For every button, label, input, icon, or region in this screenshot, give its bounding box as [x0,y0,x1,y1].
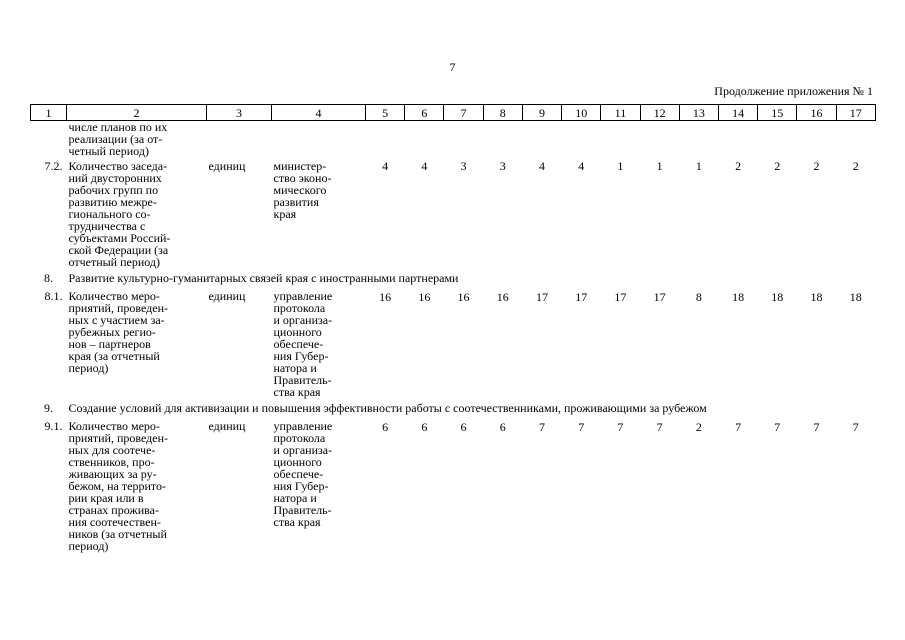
section-index: 8. [44,271,53,285]
value-cell: 17 [535,290,548,304]
unit: единиц [208,419,246,433]
row-index: 7.2. [44,159,63,173]
value-cell: 17 [575,290,588,304]
value-cell: 17 [614,290,627,304]
responsible-body: управление протокола и организа- ционного обеспече- ния Губер- натора и Правитель- ства края [273,419,333,529]
value-cell: 2 [813,159,820,173]
appendix-continuation-label: Продолжение приложения № 1 [714,84,873,98]
unit: единиц [208,159,246,173]
row-index [31,121,67,158]
page-number: 7 [449,60,456,74]
section-row [31,398,876,420]
row-index: 9.1. [44,419,63,433]
value-cell: 18 [810,290,823,304]
table-row [31,121,876,158]
value-cell: 2 [774,159,781,173]
header-cell: 6 [405,105,444,121]
value-cell: 18 [771,290,784,304]
section-title: Развитие культурно-гуманитарных связей края с иностранными партнерами [68,271,459,285]
value-cell: 7 [813,420,820,434]
header-cell: 13 [679,105,718,121]
value-cell: 7 [735,420,742,434]
value-cell: 16 [379,290,392,304]
indicator-name: Количество меро- приятий, проведен- ных для соотече- ственников, про- живающих за ру- бежом, на террито- рии края или в странах прожива- ния соотечествен- ников (за отчетный период) [68,419,168,553]
header-cell: 9 [522,105,561,121]
table-row [31,420,876,552]
header-cell: 3 [207,105,272,121]
header-cell: 14 [718,105,757,121]
header-cell: 17 [836,105,875,121]
responsible-body: министер- ство эконо- мического развития края [273,159,332,221]
value-cell: 17 [653,290,666,304]
value-cell: 3 [499,159,506,173]
header-cell: 16 [797,105,836,121]
indicator-name: Количество меро- приятий, проведен- ных с участием за- рубежных регио- нов – партнеров края (за отчетный период) [68,289,168,375]
row-index: 8.1. [44,289,63,303]
section-row [31,268,876,290]
value-cell: 6 [382,420,389,434]
value-cell: 1 [695,159,702,173]
value-cell: 7 [578,420,585,434]
value-cell: 18 [849,290,862,304]
value-cell: 6 [460,420,467,434]
header-cell: 5 [366,105,405,121]
value-cell: 4 [421,159,428,173]
value-cell: 7 [774,420,781,434]
section-index: 9. [44,401,53,415]
indicator-name: числе планов по их реализации (за от- четный период) [68,120,168,158]
value-cell: 16 [418,290,431,304]
value-cell: 18 [732,290,745,304]
value-cell: 6 [499,420,506,434]
header-cell: 15 [758,105,797,121]
header-cell: 10 [562,105,601,121]
value-cell: 1 [617,159,624,173]
value-cell: 1 [656,159,663,173]
table-row [31,290,876,398]
value-cell: 2 [852,159,859,173]
value-cell: 8 [695,290,702,304]
value-cell: 7 [617,420,624,434]
value-cell: 4 [578,159,585,173]
value-cell: 2 [735,159,742,173]
value-cell: 3 [460,159,467,173]
value-cell: 4 [538,159,545,173]
responsible-body [272,121,366,158]
header-row [31,105,876,121]
value-cell: 7 [538,420,545,434]
header-cell: 12 [640,105,679,121]
value-cell: 16 [496,290,509,304]
value-cell: 2 [695,420,702,434]
indicator-name: Количество заседа- ний двусторонних рабочих групп по развитию межре- гионального со- трудничества с субъектами Россий- ской Федерации (за отчетный период) [68,159,171,269]
table-row [31,157,876,268]
value-cell: 7 [852,420,859,434]
value-cell: 4 [382,159,389,173]
section-title: Создание условий для активизации и повышения эффективности работы с соотечественниками, проживающими за рубежом [68,401,707,415]
unit: единиц [208,289,246,303]
indicators-table [30,104,876,552]
value-cell: 7 [656,420,663,434]
header-cell: 8 [483,105,522,121]
header-cell: 1 [31,105,67,121]
header-cell: 4 [272,105,366,121]
value-cell: 16 [457,290,470,304]
header-cell: 11 [601,105,640,121]
responsible-body: управление протокола и организа- ционного обеспече- ния Губер- натора и Правитель- ства края [273,289,333,399]
header-cell: 7 [444,105,483,121]
value-cell: 6 [421,420,428,434]
header-cell: 2 [67,105,207,121]
unit [207,121,272,158]
